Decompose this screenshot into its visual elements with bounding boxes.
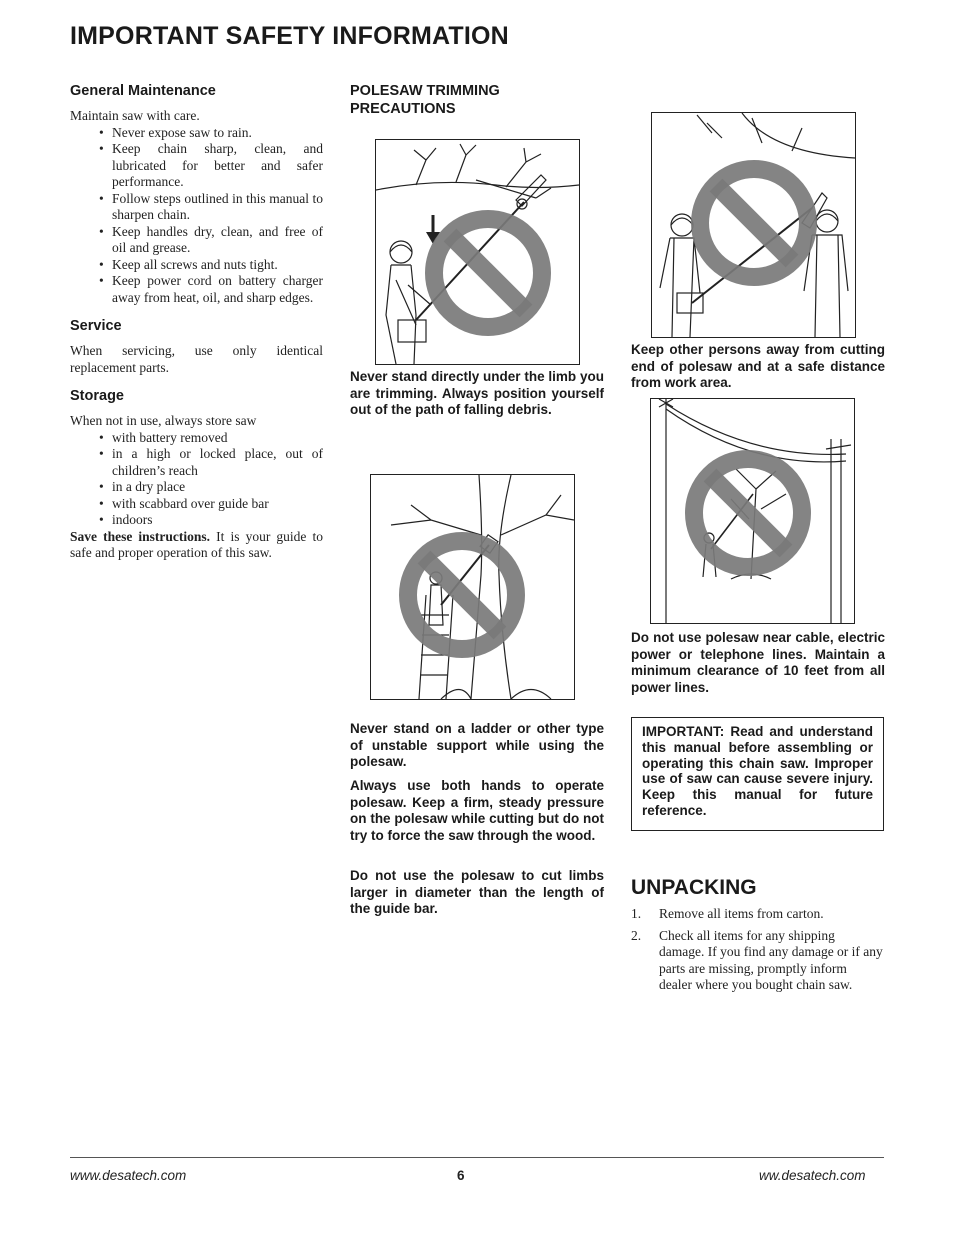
prohibited-icon [690, 159, 818, 287]
para-limbs: Do not use the polesaw to cut limbs larger in diameter than the length of the guide bar. [350, 868, 604, 916]
prohibited-icon [398, 531, 526, 659]
step-number: 2. [631, 927, 642, 943]
list-item: • with battery removed [112, 430, 323, 447]
general-maintenance-heading: General Maintenance [70, 83, 216, 99]
list-item: • indoors [112, 512, 323, 529]
unpacking-steps [631, 906, 883, 999]
step-text: Check all items for any shipping damage. If you find any damage or if any parts are missing, promptly inform dealer where you bought chain saw. [659, 927, 883, 992]
list-item [631, 928, 883, 994]
page-number: 6 [457, 1168, 465, 1183]
footer-url-left: www.desatech.com [70, 1168, 187, 1183]
general-maintenance-list [70, 125, 323, 307]
prohibited-icon [684, 449, 812, 577]
list-item: • in a high or locked place, out of children’s reach [112, 446, 323, 479]
para-ladder: Never stand on a ladder or other type of unstable support while using the polesaw. [350, 721, 604, 769]
list-item: • Keep chain sharp, clean, and lubricated for better and safer performance. [112, 141, 323, 191]
service-heading: Service [70, 318, 122, 334]
caption-power-lines: Do not use polesaw near cable, electric power or telephone lines. Maintain a minimum clearance of 10 feet from all power lines. [631, 630, 885, 695]
service-text: When servicing, use only identical replacement parts. [70, 343, 323, 375]
caption-other-persons: Keep other persons away from cutting end of polesaw and at a safe distance from work area. [631, 342, 885, 390]
footer-divider [70, 1157, 884, 1158]
page-title: IMPORTANT SAFETY INFORMATION [70, 22, 509, 50]
footer-url-right: ww.desatech.com [759, 1168, 866, 1183]
storage-heading: Storage [70, 388, 124, 404]
important-notice-box [631, 717, 884, 831]
list-item: • Never expose saw to rain. [112, 125, 323, 142]
list-item [631, 906, 883, 923]
list-item: • with scabbard over guide bar [112, 496, 323, 513]
column-middle [350, 82, 604, 126]
list-item: • Keep all screws and nuts tight. [112, 257, 323, 274]
column-left [70, 82, 323, 573]
storage-list [70, 430, 323, 529]
service-section [70, 317, 323, 376]
polesaw-heading: POLESAW TRIMMING PRECAUTIONS [350, 83, 500, 117]
important-notice-text: IMPORTANT: Read and understand this manual before assembling or operating this chain saw. Improper use of saw can cause severe injury. Keep this manual for future reference. [642, 724, 873, 818]
storage-intro: When not in use, always store saw [70, 413, 257, 428]
list-item: • Keep power cord on battery charger away from heat, oil, and sharp edges. [112, 273, 323, 306]
save-instructions-bold: Save these instructions. [70, 528, 211, 544]
caption-under-limb: Never stand directly under the limb you are trimming. Always position yourself out of the path of falling debris. [350, 369, 604, 417]
general-maintenance-intro: Maintain saw with care. [70, 108, 200, 123]
step-number: 1. [631, 906, 642, 921]
unpacking-heading: UNPACKING [631, 876, 757, 899]
storage-section [70, 387, 323, 562]
save-instructions-text: It is your guide to safe and proper operation of this saw. [70, 528, 323, 560]
list-item: • Follow steps outlined in this manual to sharpen chain. [112, 191, 323, 224]
list-item: • in a dry place [112, 479, 323, 496]
para-both-hands: Always use both hands to operate polesaw. Keep a firm, steady pressure on the polesaw while cutting but do not try to force the saw through the wood. [350, 778, 604, 843]
step-text: Remove all items from carton. [659, 906, 824, 921]
general-maintenance-section [70, 82, 323, 306]
prohibited-icon [424, 209, 552, 337]
save-instructions [70, 529, 323, 562]
list-item: • Keep handles dry, clean, and free of oil and grease. [112, 224, 323, 257]
